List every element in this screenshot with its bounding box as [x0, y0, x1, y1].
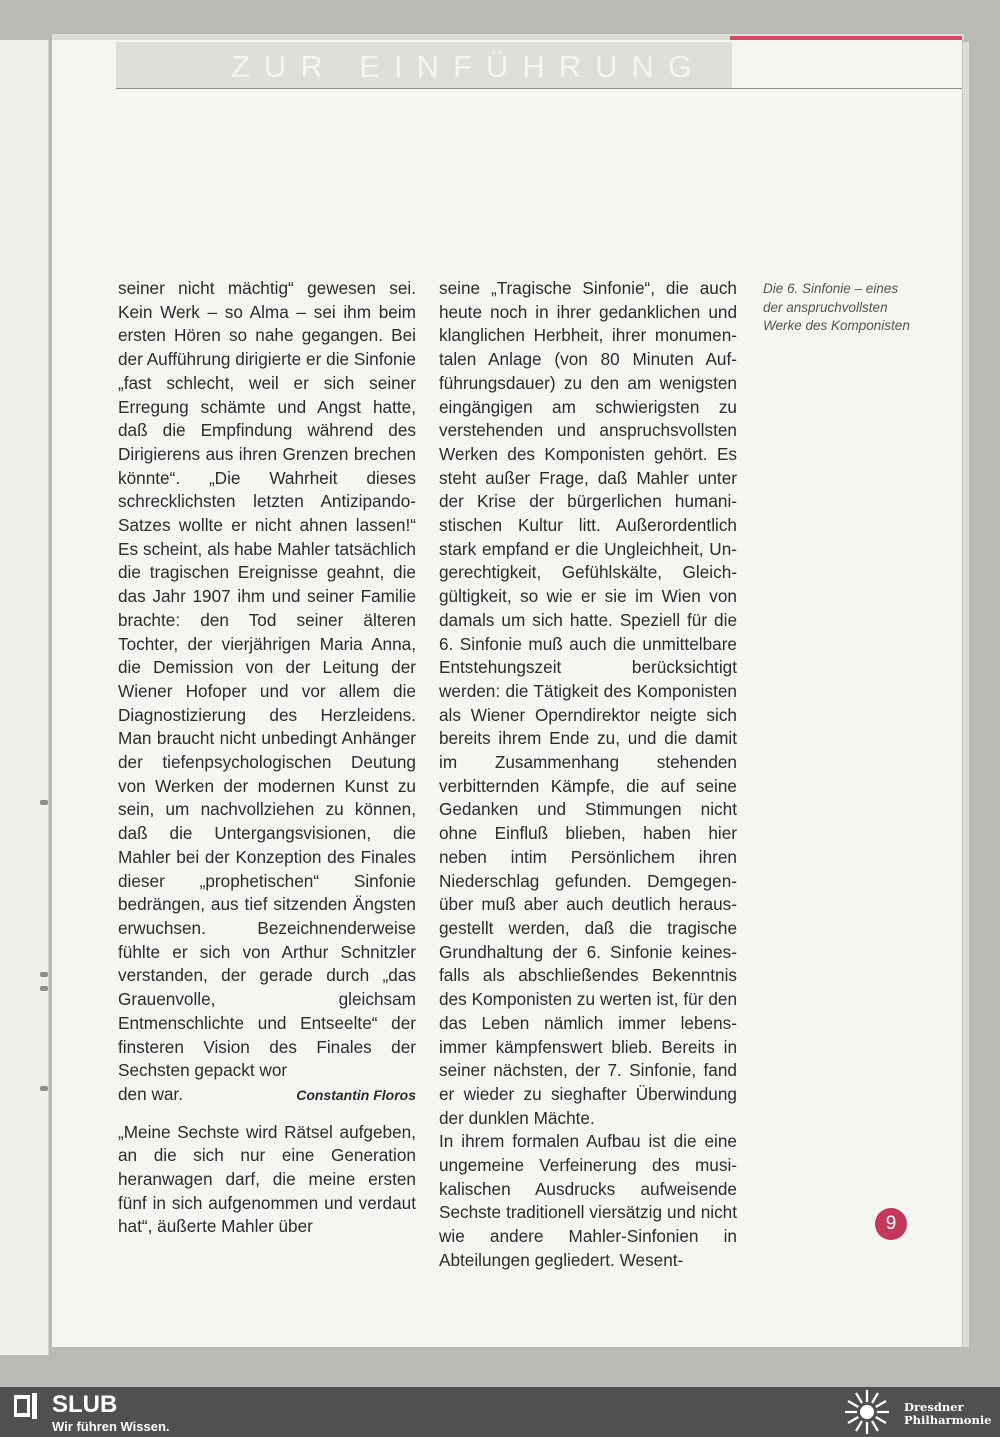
page-stack-right [962, 42, 969, 1347]
section-title: ZUR EINFÜHRUNG [231, 49, 706, 84]
document-page [52, 40, 962, 1347]
text-column-middle [439, 277, 737, 1273]
binding-hole [40, 800, 48, 805]
binding-holes [40, 800, 48, 1100]
header-band [116, 42, 732, 88]
library-tagline: Wir führen Wissen. [52, 1419, 170, 1434]
paragraph: seiner nicht mächtig“ gewesen sei. Kein Werk – so Alma – sei ihm beim ersten Hören so nahe gegangen. Bei der Aufführung dirigierte er die Sinfonie „fast schlecht, weil er sich seiner Erregung schämte und Angst hatte, daß die Empfindung während des Dirigierens aus ihren Grenzen brechen könnte“. „Die Wahrheit dieses schrecklichsten letzten Antizipando-Satzes wollte er nicht ahnen lassen!“ Es scheint, als habe Mahler tatsächlich die tragischen Ereignisse geahnt, die das Jahr 1907 ihm und seiner Familie brachte: den Tod seiner älteren Tochter, der vierjährigen Maria Anna, die Demission von der Leitung der Wiener Hofoper und vor allem die Diagnostizierung des Herzleidens. Man braucht nicht unbedingt Anhänger der tiefenpsychologischen Deutung von Werken der modernen Kunst zu sein, um nachvollziehen zu können, daß die Untergangsvisionen, die Mahler bei der Konzeption des Finales dieser „prophetischen“ Sinfonie bedrängen, aus tief sitzenden Ängsten erwuchsen. Bezeichnenderweise fühlte er sich von Arthur Schnitzler verstanden, der gerade durch „das Grauenvolle, gleichsam Entmenschlichte und Entseelte“ der finsteren Vision des Finales der Sechsten gepackt wor [118, 278, 416, 1081]
slub-logo-icon [14, 1393, 38, 1419]
paragraph-end: den war. [118, 1083, 183, 1104]
library-name: SLUB [52, 1391, 118, 1418]
signature-line [118, 1083, 416, 1108]
left-page-edge [0, 40, 49, 1355]
page-number: 9 [875, 1208, 907, 1240]
binding-hole [40, 972, 48, 977]
binding-hole [40, 986, 48, 991]
margin-note: Die 6. Sinfonie – eines der anspruchvollsten Werke des Komponisten [763, 281, 910, 333]
paragraph: seine „Tragische Sinfonie“, die auch heute noch in ihrer gedanklichen und klanglichen Herbheit, ihrer monumentalen Anlage (von 80 Minuten Aufführungsdauer) zu den am wenigsten eingängigen am schwierigsten zu verstehenden und anspruchsvollsten Werken des Komponisten gehört. Es steht außer Frage, daß Mahler unter der Krise der bürgerlichen humanistischen Kultur litt. Außerordentlich stark empfand er die Ungleichheit, Ungerechtigkeit, Gefühlskälte, Gleichgültigkeit, so wie er sie im Wien von damals um sich hatte. Speziell für die 6. Sinfonie muß auch die unmittelbare Entstehungszeit berücksichtigt werden: die Tätigkeit des Komponisten als Wiener Operndirektor neigte sich bereits ihrem Ende zu, und die damit im Zusammenhang stehenden verbitternden Kämpfe, die auf seine Gedanken und Stimmungen nicht ohne Einfluß blieben, haben hier neben intim Persönlichem ihren Niederschlag gefunden. Demgegenüber muß aber auch deutlich herausgestellt werden, daß die tragische Grundhaltung der 6. Sinfonie keinesfalls als abschließendes Bekenntnis des Komponisten zu werten ist, für den das Leben nämlich immer lebensimmer kämpfenswert blieb. Bereits in seiner nächsten, der 7. Sinfonie, fand er wieder zu sieghafter Überwindung der dunklen Mächte. [439, 278, 737, 1128]
philharmonie-logo-icon [842, 1388, 892, 1436]
paragraph: „Meine Sechste wird Rätsel aufgeben, an die sich nur eine Generation heranwagen darf, die meine ersten fünf in sich aufgenommen und verdaut hat“, äußerte Mahler über [118, 1121, 416, 1237]
paragraph: In ihrem formalen Aufbau ist die eine ungemeine Verfeinerung des musikalischen Ausdrucks aufweisende Sechste traditionell viersätzig und nicht wie andere Mahler-Sinfonien in Abteilungen gegliedert. Wesent- [439, 1131, 737, 1270]
footer-bar [0, 1387, 1000, 1437]
partner-name-line2: Philharmonie [904, 1413, 992, 1427]
partner-name-line1: Dresdner [904, 1400, 964, 1414]
text-column-left [118, 277, 416, 1239]
header-rule [116, 88, 962, 89]
author-signature: Constantin Floros [296, 1086, 416, 1103]
binding-hole [40, 1086, 48, 1091]
